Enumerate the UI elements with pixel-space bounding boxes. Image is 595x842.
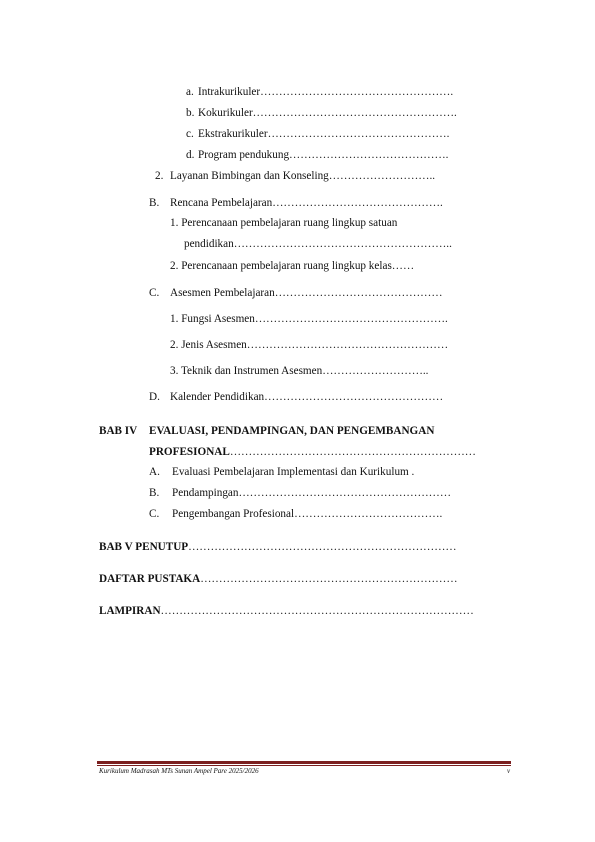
toc-item-intrakurikuler[interactable]: Intrakurikuler…………………………………………….: [198, 86, 454, 98]
toc-chapter-daftar-pustaka[interactable]: [99, 572, 458, 586]
item-marker: a.: [186, 86, 194, 98]
toc-item-perencanaan-satuan[interactable]: 1. Perencanaan pembelajaran ruang lingkup satuan: [170, 217, 398, 229]
chapter-title-text: LAMPIRAN: [99, 605, 161, 617]
toc-item-kalender-pendidikan[interactable]: Kalender Pendidikan…………………………………………: [170, 391, 444, 403]
item-marker: c.: [186, 128, 194, 140]
item-marker: C.: [149, 287, 160, 299]
item-marker: 2.: [155, 170, 164, 182]
chapter-title-text: DAFTAR PUSTAKA: [99, 573, 201, 585]
item-marker: d.: [186, 149, 195, 161]
toc-item-pendampingan[interactable]: Pendampingan…………………………………………………: [172, 487, 452, 499]
item-marker: B.: [149, 197, 160, 209]
toc-item-program-pendukung[interactable]: Program pendukung…………………………………….: [198, 149, 449, 161]
chapter-title-text: PROFESIONAL: [149, 446, 230, 458]
leader-dots: ……………………………………………………………: [200, 573, 458, 585]
footer-rule-thin: [97, 765, 511, 766]
toc-item-kokurikuler[interactable]: Kokurikuler……………………………………………….: [198, 107, 457, 119]
chapter-label: BAB IV: [99, 425, 138, 437]
footer-document-title: Kurikulum Madrasah MTs Sunan Ampel Pare 2025/2026: [99, 767, 259, 775]
toc-item-layanan-bk[interactable]: Layanan Bimbingan dan Konseling………………………..: [170, 170, 436, 182]
toc-chapter-lampiran[interactable]: [99, 604, 474, 618]
toc-item-ekstrakurikuler[interactable]: Ekstrakurikuler………………………………………….: [198, 128, 450, 140]
leader-dots: ………………………………………………………………: [188, 541, 457, 553]
toc-item-perencanaan-kelas[interactable]: 2. Perencanaan pembelajaran ruang lingkup kelas……: [170, 260, 415, 272]
toc-item-rencana-pembelajaran[interactable]: Rencana Pembelajaran……………………………………….: [170, 197, 443, 209]
toc-chapter-bab-v[interactable]: [99, 540, 457, 554]
page-number: v: [507, 767, 511, 775]
toc-item-asesmen-pembelajaran[interactable]: Asesmen Pembelajaran………………………………………: [170, 287, 443, 299]
leader-dots: …………………………………………………………………………: [160, 605, 474, 617]
item-marker: C.: [149, 508, 160, 520]
toc-item-perencanaan-satuan-cont[interactable]: pendidikan…………………………………………………..: [184, 238, 452, 250]
leader-dots: …………………………………………………………: [229, 446, 476, 458]
toc-item-pengembangan-profesional[interactable]: Pengembangan Profesional………………………………….: [172, 508, 443, 520]
item-marker: b.: [186, 107, 195, 119]
toc-item-fungsi-asesmen[interactable]: 1. Fungsi Asesmen…………………………………………….: [170, 313, 448, 325]
item-marker: A.: [149, 466, 160, 478]
toc-item-jenis-asesmen[interactable]: 2. Jenis Asesmen………………………………………………: [170, 339, 449, 351]
footer-rule: [97, 761, 511, 764]
item-marker: D.: [149, 391, 160, 403]
toc-chapter-bab-iv-title-cont[interactable]: [149, 445, 476, 459]
toc-item-teknik-asesmen[interactable]: 3. Teknik dan Instrumen Asesmen………………………..: [170, 365, 429, 377]
chapter-title-text: BAB V PENUTUP: [99, 541, 189, 553]
item-marker: B.: [149, 487, 160, 499]
toc-item-evaluasi[interactable]: Evaluasi Pembelajaran Implementasi dan Kurikulum .: [172, 466, 415, 478]
toc-chapter-bab-iv-title[interactable]: EVALUASI, PENDAMPINGAN, DAN PENGEMBANGAN: [149, 425, 435, 437]
